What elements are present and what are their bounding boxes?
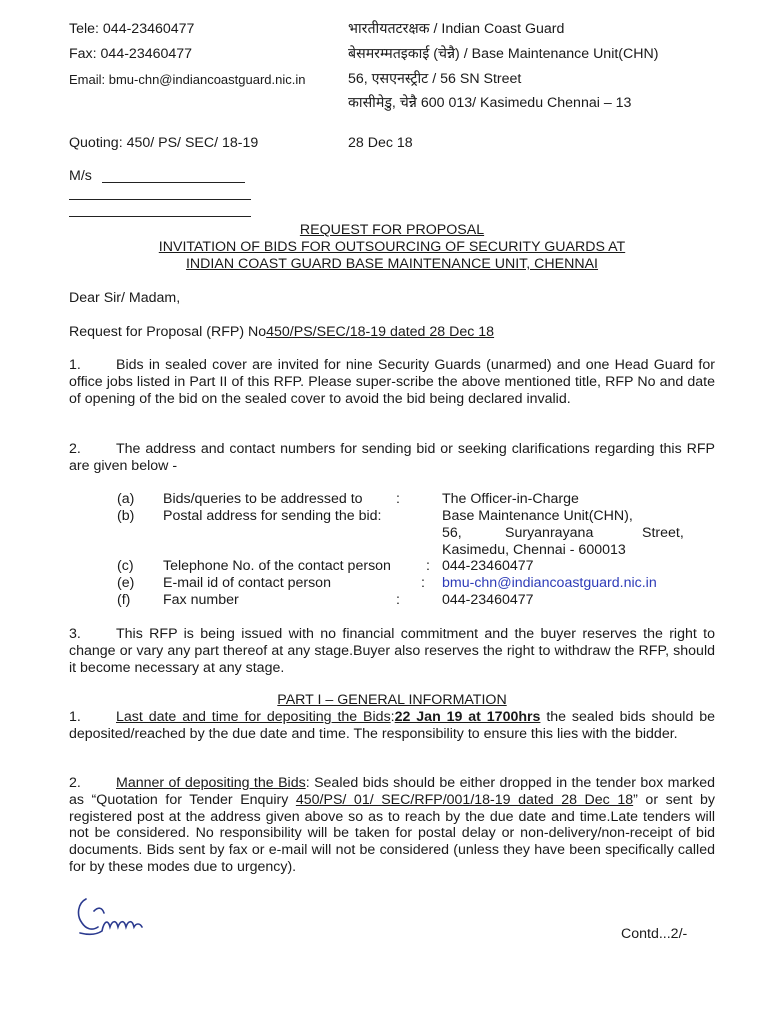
contact-label: Postal address for sending the bid: [163, 508, 382, 524]
address-line-suffix: Street, [642, 525, 684, 541]
continued-note: Contd...2/- [621, 926, 688, 942]
contact-value: 044-23460477 [442, 558, 534, 574]
document-subtitle-2: INDIAN COAST GUARD BASE MAINTENANCE UNIT, CHENNAI [185, 256, 599, 272]
part1-heading [69, 692, 715, 709]
signature-icon [72, 893, 152, 939]
contact-colon: : [426, 558, 430, 574]
paragraph-number: 2. [69, 441, 81, 457]
address-line-number: 56, [442, 525, 462, 541]
email-link[interactable]: bmu-chn@indiancoastguard.nic.in [442, 575, 657, 591]
bid-deadline: 22 Jan 19 at 1700hrs [394, 709, 541, 725]
contact-key: (f) [117, 592, 131, 608]
contact-key: (a) [117, 491, 135, 507]
header-org-name: भारतीयतटरक्षक / Indian Coast Guard [348, 21, 565, 37]
paragraph-1 [69, 357, 715, 407]
paragraph-3 [69, 626, 715, 676]
address-blank-line [69, 203, 251, 217]
document-title: REQUEST FOR PROPOSAL [299, 222, 485, 238]
letter-date: 28 Dec 18 [348, 135, 413, 151]
rfp-prefix: Request for Proposal (RFP) No [69, 324, 267, 340]
salutation: Dear Sir/ Madam, [69, 290, 181, 306]
paragraph-text: Bids in sealed cover are invited for nine Security Guards (unarmed) and one Head Guard for office jobs listed in Part II of this RFP. Please super-scribe the above mentioned title, RFP No and date of opening of the bid on the sealed cover to avoid the bid being declared invalid. [69, 357, 715, 407]
paragraph-text: the sealed bids should be deposited/reached by the due date and time. The responsibility to ensure this lies with the bidder. [69, 709, 716, 742]
document-subtitle: INVITATION OF BIDS FOR OUTSOURCING OF SECURITY GUARDS AT [158, 239, 626, 255]
paragraph-colon: : [390, 709, 395, 725]
contact-colon: : [396, 491, 400, 507]
contact-value: Base Maintenance Unit(CHN), [442, 508, 633, 524]
part1-paragraph-1 [69, 709, 715, 743]
rfp-reference [69, 324, 494, 341]
contact-label: Telephone No. of the contact person [163, 558, 391, 574]
address-line-city: Kasimedu, Chennai - 600013 [442, 542, 626, 558]
header-unit-name: बेसमरम्मतइकाई (चेन्नै) / Base Maintenance Unit(CHN) [348, 46, 659, 62]
header-city: कासीमेडु, चेन्नै 600 013/ Kasimedu Chennai – 13 [348, 95, 632, 111]
part1-paragraph-2 [69, 775, 715, 876]
header-fax: Fax: 044-23460477 [69, 46, 193, 62]
quoting-reference: Quoting: 450/ PS/ SEC/ 18-19 [69, 135, 259, 151]
contact-value: The Officer-in-Charge [442, 491, 579, 507]
paragraph-text: : Sealed bids should be either dropped in the tender box marked as “Quotation for Tender Enquiry [69, 775, 715, 808]
ms-label: M/s [69, 168, 92, 184]
paragraph-heading: Manner of depositing the Bids [116, 775, 306, 791]
contact-value: 044-23460477 [442, 592, 534, 608]
contact-key: (e) [117, 575, 135, 591]
paragraph-text: ” or sent by registered post at the address given above so as to reach by the due date and time.Late tenders will not be considered. No responsibility will be taken for postal delay or non-delivery/non-receipt of bid documents. Bids sent by fax or e-mail will not be considered (unless they have been specifically called for by these modes due to urgency). [69, 791, 715, 875]
paragraph-2 [69, 441, 715, 475]
paragraph-text: This RFP is being issued with no financial commitment and the buyer reserves the right to change or vary any part thereof at any stage.Buyer also reserves the right to withdraw the RFP, should it become necessary at any stage. [69, 626, 715, 676]
paragraph-heading: Last date and time for depositing the Bids [116, 709, 391, 725]
ms-blank-line [102, 168, 245, 183]
header-telephone: Tele: 044-23460477 [69, 21, 195, 37]
paragraph-text: The address and contact numbers for sending bid or seeking clarifications regarding this RFP are given below - [69, 441, 715, 474]
header-street: 56, एसएनस्ट्रीट / 56 SN Street [348, 71, 522, 87]
contact-key: (b) [117, 508, 135, 524]
paragraph-number: 2. [69, 775, 81, 791]
contact-key: (c) [117, 558, 134, 574]
paragraph-number: 1. [69, 709, 81, 725]
header-email: Email: bmu-chn@indiancoastguard.nic.in [69, 72, 306, 87]
paragraph-number: 1. [69, 357, 81, 373]
tender-reference: 450/PS/ 01/ SEC/RFP/001/18-19 dated 28 Dec 18 [295, 791, 634, 808]
contact-colon: : [396, 592, 400, 608]
part1-heading-text: PART I – GENERAL INFORMATION [277, 692, 507, 708]
address-line-street: Suryanrayana [505, 525, 594, 541]
signature [72, 893, 152, 944]
contact-label: E-mail id of contact person [163, 575, 331, 591]
contact-colon: : [421, 575, 425, 591]
rfp-number: 450/PS/SEC/18-19 dated 28 Dec 18 [266, 324, 495, 340]
contact-label: Fax number [163, 592, 239, 608]
paragraph-number: 3. [69, 626, 81, 642]
contact-label: Bids/queries to be addressed to [163, 491, 363, 507]
address-blank-line [69, 186, 251, 200]
